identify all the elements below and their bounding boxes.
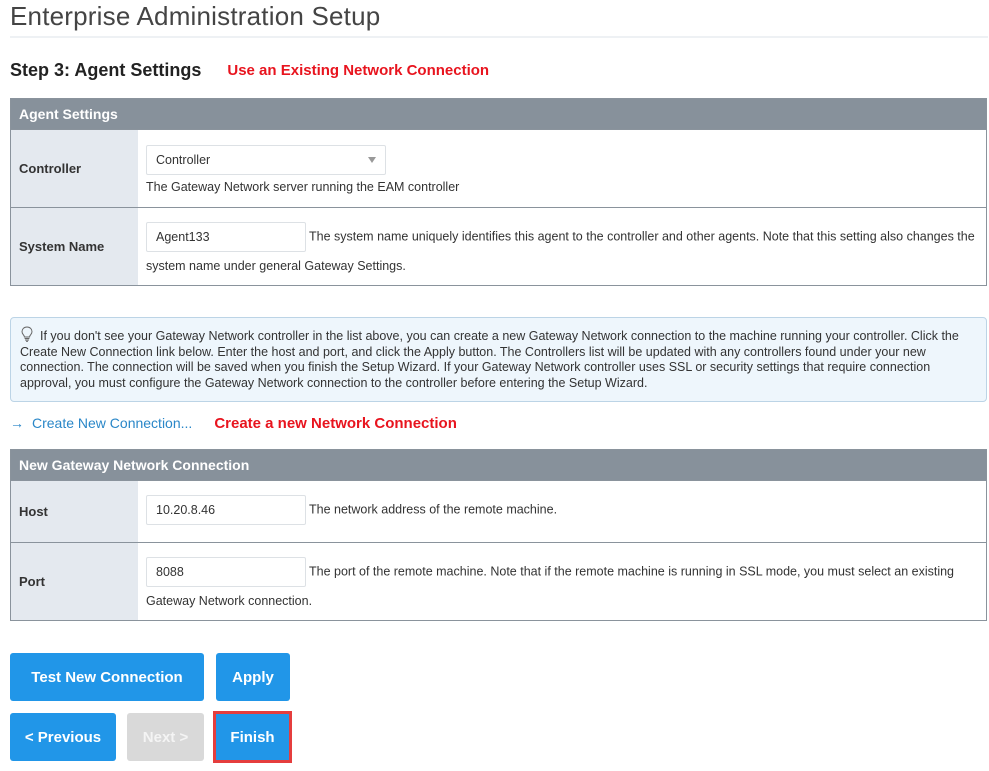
system-name-label: System Name <box>11 208 138 285</box>
new-connection-panel <box>10 449 987 621</box>
info-box <box>10 317 987 402</box>
test-new-connection-button[interactable]: Test New Connection <box>10 653 204 701</box>
chevron-down-icon <box>368 157 376 163</box>
system-name-row <box>11 207 986 285</box>
controller-label: Controller <box>11 130 138 207</box>
port-description: The port of the remote machine. Note that if the remote machine is running in SSL mode, you must select an existing Gateway Network connection. <box>146 564 955 608</box>
port-label: Port <box>11 543 138 620</box>
controller-description: The Gateway Network server running the EAM controller <box>146 180 460 194</box>
arrow-right-icon: → <box>10 415 24 431</box>
controller-select[interactable] <box>146 145 386 175</box>
step-header <box>10 58 489 82</box>
page-title: Enterprise Administration Setup <box>10 0 988 38</box>
create-connection-row <box>10 412 457 434</box>
agent-settings-header: Agent Settings <box>11 99 986 129</box>
lightbulb-icon <box>20 326 34 342</box>
controller-select-value: Controller <box>156 153 211 167</box>
step-title: Step 3: Agent Settings <box>10 59 202 80</box>
finish-button[interactable]: Finish <box>216 714 289 760</box>
annotation-existing-connection: Use an Existing Network Connection <box>227 61 490 79</box>
apply-button[interactable]: Apply <box>216 653 290 701</box>
port-content <box>138 543 986 620</box>
host-row <box>11 480 986 542</box>
host-label: Host <box>11 481 138 542</box>
system-name-content <box>138 208 986 285</box>
info-text: If you don't see your Gateway Network controller in the list above, you can create a new Gateway Network connection to the machine running your controller. Click the Create New Connection link below. Enter the host and port, and click the Apply button. The Controllers list will be updated with any controllers found under your new connection. The connection will be saved when you finish the Setup Wizard. If your Gateway Network controller uses SSL or security settings that require connection approval, you must configure the Gateway Network connection to the controller before entering the Setup Wizard. <box>20 329 959 390</box>
host-content <box>138 481 986 542</box>
controller-row <box>11 129 986 207</box>
new-connection-header: New Gateway Network Connection <box>11 450 986 480</box>
agent-settings-panel <box>10 98 987 286</box>
controller-content <box>138 130 986 207</box>
host-input[interactable]: 10.20.8.46 <box>146 495 306 525</box>
host-description: The network address of the remote machine. <box>309 502 558 517</box>
system-name-description: The system name uniquely identifies this agent to the controller and other agents. Note that this setting also changes the system name under general Gateway Settings. <box>146 229 975 273</box>
port-row <box>11 542 986 620</box>
previous-button[interactable]: < Previous <box>10 713 116 761</box>
port-input[interactable]: 8088 <box>146 557 306 587</box>
annotation-new-connection: Create a new Network Connection <box>214 414 457 432</box>
next-button: Next > <box>127 713 204 761</box>
system-name-input[interactable]: Agent133 <box>146 222 306 252</box>
create-new-connection-link[interactable]: Create New Connection... <box>32 415 193 431</box>
